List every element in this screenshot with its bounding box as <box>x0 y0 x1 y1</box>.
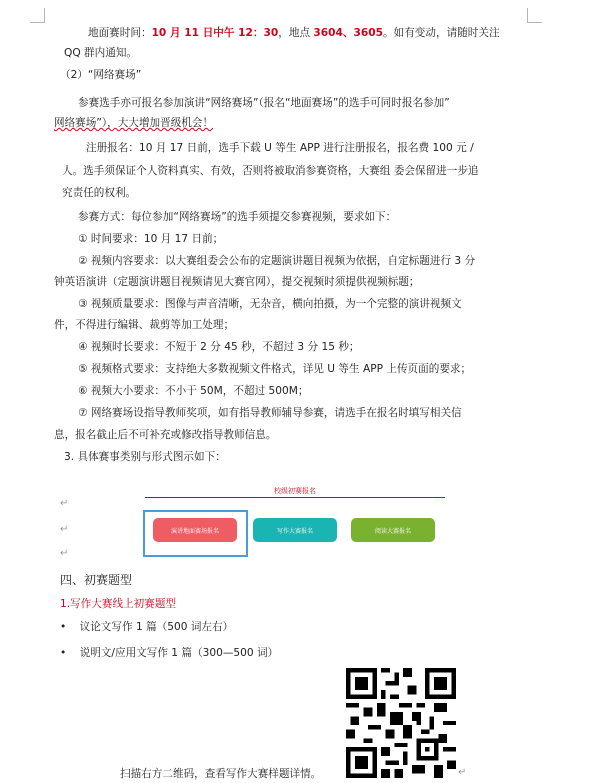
paragraph-mark: ↵ <box>60 498 69 509</box>
online-paragraph-1a <box>78 96 450 110</box>
venue-line-2 <box>64 46 137 60</box>
requirement-item <box>78 340 360 354</box>
section-3-title <box>64 450 226 464</box>
writing-registration-button[interactable]: 写作大赛报名 <box>253 518 337 542</box>
venue-room-b: 3605 <box>353 27 384 39</box>
requirement-item <box>78 254 475 268</box>
requirement-item-cont <box>54 428 276 442</box>
registration-line-1-text: 注册报名：10 月 17 日前，选手下载 U 等生 APP 进行注册报名，报名费 100 元 / <box>86 142 474 154</box>
bullet-item-text: 说明文/应用文写作 1 篇（300—500 词） <box>79 647 279 659</box>
requirement-item-cont <box>54 318 234 332</box>
qr-caption-text: 扫描右方二维码，查看写作大赛样题详情。 <box>120 768 322 780</box>
qr-caption <box>120 767 321 781</box>
reading-registration-button[interactable]: 阅读大赛报名 <box>351 518 435 542</box>
online-paragraph-1a-text: 参赛选手亦可报名参加演讲“网络赛场”（报名“地面赛场”的选手可同时报名参加” <box>78 97 450 109</box>
selection-highlight <box>143 510 248 557</box>
requirement-item-text: ⑦ 网络赛场设指导教师奖项，如有指导教师辅导参赛，请选手在报名时填写相关信 <box>78 407 462 419</box>
page-corner-mark <box>30 8 45 23</box>
section-4-title <box>60 573 132 588</box>
venue-time: 10 月 11 日中午 12：30 <box>151 27 279 39</box>
requirement-item <box>78 406 462 420</box>
bullet-icon: • <box>60 647 67 659</box>
registration-line-1 <box>86 141 474 155</box>
requirement-item <box>78 232 223 246</box>
section-3-title-text: 3. 具体赛事类别与形式图示如下： <box>64 451 226 463</box>
qr-code-icon <box>346 668 456 778</box>
bullet-icon: • <box>60 621 67 633</box>
section-4-title-text: 四、初赛题型 <box>60 573 133 587</box>
bullet-item-text: 议论文写作 1 篇（500 词左右） <box>79 621 234 633</box>
requirement-item <box>78 297 462 311</box>
bullet-item <box>60 620 233 634</box>
requirement-item-cont <box>54 275 419 289</box>
registration-line-2-text: 人。选手须保证个人资料真实、有效，否则将被取消参赛资格，大赛组 委会保留进一步追 <box>62 165 479 177</box>
speech-registration-button[interactable]: 演讲地面赛场报名 <box>153 518 237 542</box>
venue-label: 地面赛时间： <box>88 27 152 39</box>
requirement-item-text: ② 视频内容要求：以大赛组委会公布的定题演讲题目视频为依据，自定标题进行 3 分 <box>78 255 476 267</box>
requirement-item-text: ⑤ 视频格式要求：支持绝大多数视频文件格式，详见 U 等生 APP 上传页面的要求； <box>78 363 472 375</box>
section-4-subtitle <box>60 597 176 611</box>
requirement-item-text: ③ 视频质量要求：图像与声音清晰，无杂音，横向拍摄，为一个完整的演讲视频文 <box>78 298 462 310</box>
method-line <box>78 210 396 224</box>
paragraph-mark: ↵ <box>60 548 69 559</box>
requirement-item-text: 件，不得进行编辑、裁剪等加工处理； <box>54 319 235 331</box>
banner-title: 校级初赛报名 <box>274 487 316 495</box>
section-4-subtitle-text: 1.写作大赛线上初赛题型 <box>60 598 177 610</box>
banner-divider <box>145 497 445 498</box>
venue-room-sep: 、 <box>342 27 354 39</box>
venue-room-a: 3604 <box>313 27 343 39</box>
requirement-item-text: ④ 视频时长要求：不短于 2 分 45 秒，不超过 3 分 15 秒； <box>78 341 360 353</box>
online-title <box>60 68 141 82</box>
requirement-item-text: ① 时间要求：10 月 17 日前； <box>78 233 224 245</box>
venue-notice: 。如有变动，请随时关注 <box>383 27 500 39</box>
page-corner-mark <box>527 8 542 23</box>
venue-notice-2: QQ 群内通知。 <box>64 47 138 59</box>
requirement-item <box>78 384 309 398</box>
venue-line <box>88 26 500 40</box>
registration-line-2 <box>62 164 479 178</box>
registration-line-3 <box>62 186 136 200</box>
requirement-item <box>78 362 471 376</box>
paragraph-mark: ↵ <box>60 524 69 535</box>
requirement-item-text: ⑥ 视频大小要求：不小于 50M，不超过 500M； <box>78 385 309 397</box>
online-paragraph-1b <box>54 116 213 130</box>
paragraph-mark: ↵ <box>458 767 467 778</box>
method-line-text: 参赛方式：每位参加“网络赛场”的选手须提交参赛视频，要求如下： <box>78 211 397 223</box>
online-title-text: （2）“网络赛场” <box>60 69 142 81</box>
requirement-item-text: 息，报名截止后不可补充或修改指导教师信息。 <box>54 429 277 441</box>
registration-line-3-text: 究责任的权利。 <box>62 187 137 199</box>
bullet-item <box>60 646 278 660</box>
venue-place-label: ，地点 <box>278 27 314 39</box>
online-paragraph-1b-text: 网络赛场”），大大增加晋级机会！ <box>54 117 214 129</box>
requirement-item-text: 钟英语演讲（定题演讲题目视频请见大赛官网），提交视频时须提供视频标题； <box>54 276 420 288</box>
